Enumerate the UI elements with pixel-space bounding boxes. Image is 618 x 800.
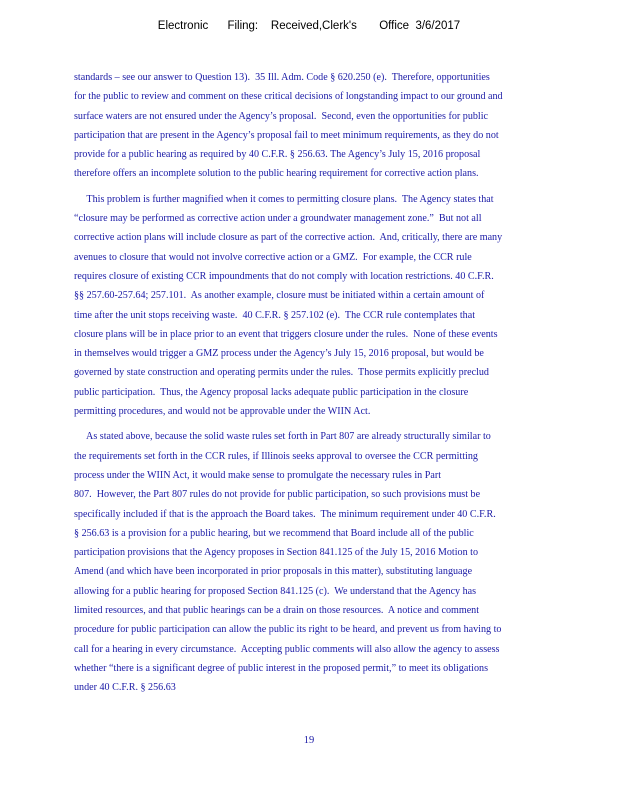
text-line: whether “there is a significant degree of public interest in the proposed permit,” to meet its obligations (74, 662, 489, 674)
header-electronic: Electronic (157, 20, 209, 32)
text-line: surface waters are not ensured under the Agency’s proposal. Second, even the opportunities for public (74, 110, 488, 122)
header-office: Office (379, 20, 410, 32)
text-line: therefore offers an incomplete solution to the public hearing requirement for corrective action plans. (74, 168, 479, 180)
text-line: standards – see our answer to Question 13). 35 Ill. Adm. Code § 620.250 (e). Therefore, opportunities (74, 72, 490, 83)
text-line: under 40 C.F.R. § 256.63 (74, 682, 176, 694)
text-line: call for a hearing in every circumstance. Accepting public comments will also allow the agency to assess (74, 643, 500, 655)
header-received: Received,Clerk's (270, 20, 357, 32)
text-line: participation provisions that the Agency proposes in Section 841.125 of the July 15, 2016 Motion to (74, 547, 478, 559)
text-line: participation that are present in the Agency’s proposal fail to meet minimum requirements, as they do not (74, 129, 499, 141)
text-line: “closure may be performed as corrective action under a groundwater management zone.” But not all (74, 213, 482, 225)
header-filing: Filing: (227, 20, 259, 32)
text-line: allowing for a public hearing for proposed Section 841.125 (c). We understand that the Agency has (74, 585, 477, 597)
text-line: in themselves would trigger a GMZ process under the Agency’s July 15, 2016 proposal, but would be (74, 348, 484, 360)
text-line: § 256.63 is a provision for a public hearing, but we recommend that Board include all of the public (74, 527, 474, 539)
text-line: corrective action plans will include closure as part of the corrective action. And, critically, there are many (74, 232, 503, 244)
text-line: specifically included if that is the approach the Board takes. The minimum requirement under 40 C.F.R. (74, 508, 496, 520)
text-line: public participation. Thus, the Agency proposal lacks adequate public participation in the closure (74, 386, 469, 398)
text-line: permitting procedures, and would not be approvable under the WIIN Act. (74, 406, 371, 418)
text-line: avenues to closure that would not involve corrective action or a GMZ. For example, the CCR rule (74, 251, 472, 263)
paragraph (74, 68, 546, 184)
text-line: This problem is further magnified when it comes to permitting closure plans. The Agency states that (74, 193, 494, 205)
text-line: limited resources, and that public hearings can be a drain on those resources. A notice and comment (74, 605, 480, 617)
text-line: requires closure of existing CCR impoundments that do not comply with location restrictions. 40 C.F.R. (74, 270, 494, 282)
paragraph (74, 427, 546, 697)
text-line: process under the WIIN Act, it would make sense to promulgate the necessary rules in Part (74, 469, 442, 481)
text-line: closure plans will be in place prior to an event that triggers closure under the rules. None of these events (74, 328, 498, 340)
text-line: As stated above, because the solid waste rules set forth in Part 807 are already structurally similar to (74, 431, 491, 443)
text-line: governed by state construction and operating permits under the rules. Those permits explicitly preclud (74, 367, 489, 379)
text-line: provide for a public hearing as required by 40 C.F.R. § 256.63. The Agency’s July 15, 2016 proposal (74, 149, 481, 161)
paragraph (74, 190, 546, 422)
header-date: 3/6/2017 (415, 20, 461, 32)
text-line: §§ 257.60-257.64; 257.101. As another example, closure must be initiated within a certain amount of (74, 290, 485, 302)
document-body (74, 68, 546, 698)
text-line: time after the unit stops receiving waste. 40 C.F.R. § 257.102 (e). The CCR rule contemplates that (74, 309, 475, 321)
text-line: Amend (and which have been incorporated in prior proposals in this matter), substituting language (74, 566, 473, 578)
text-line: procedure for public participation can allow the public its right to be heard, and prevent us from having to (74, 624, 502, 636)
text-line: for the public to review and comment on these critical decisions of longstanding impact to our ground and (74, 91, 503, 103)
filing-stamp-header (0, 20, 618, 32)
text-line: 807. However, the Part 807 rules do not provide for public participation, so such provisions must be (74, 489, 481, 501)
page-number: 19 (303, 735, 315, 746)
text-line: the requirements set forth in the CCR rules, if Illinois seeks approval to oversee the CCR permitting (74, 450, 478, 462)
